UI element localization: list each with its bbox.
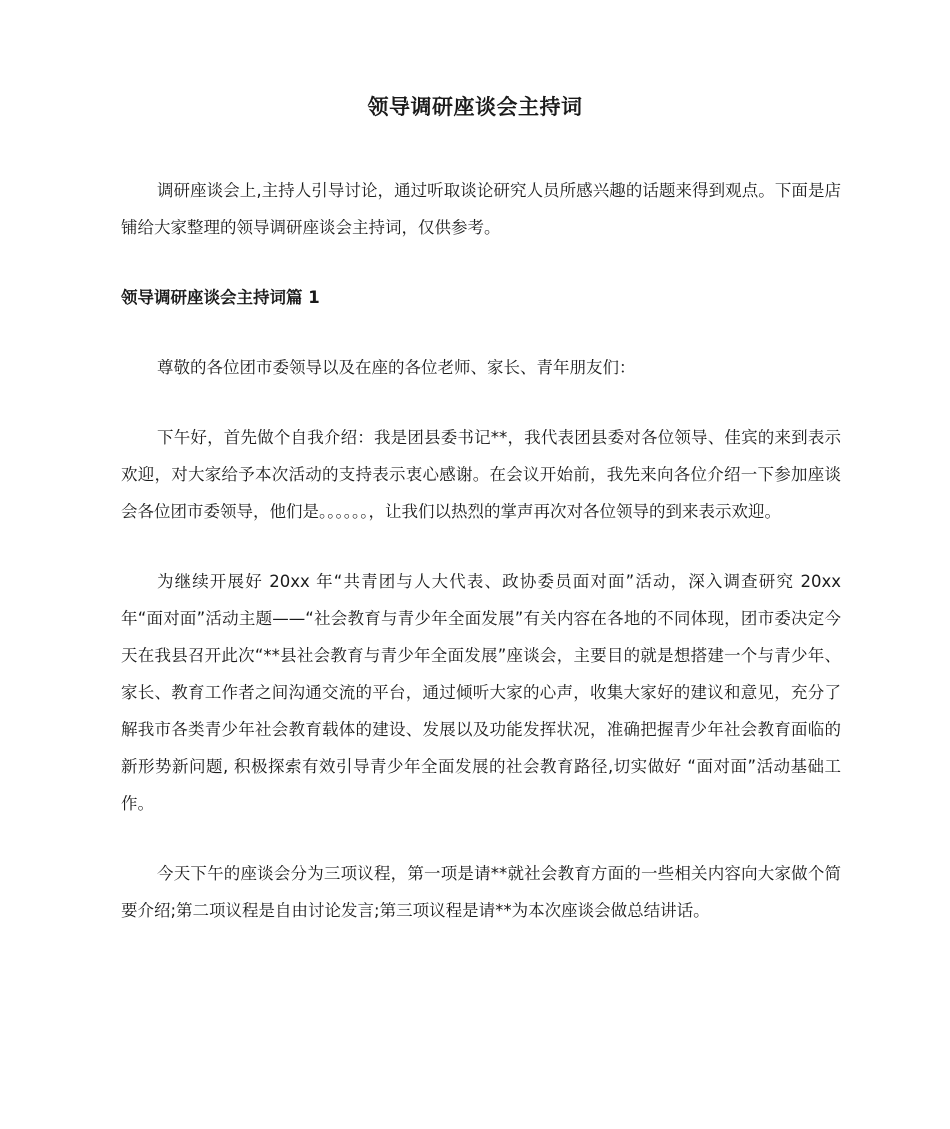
spacer [121,246,841,279]
spacer [121,822,841,855]
body-paragraph-2: 为继续开展好 20xx 年“共青团与人大代表、政协委员面对面”活动，深入调查研究 20xx 年“面对面”活动主题——“社会教育与青少年全面发展”有关内容在各地的不同体现，团市委决定今天在我县召开此次“**县社会教育与青少年全面发展”座谈会，主要目的就是想搭建一个与青少年、家长、教育工作者之间沟通交流的平台，通过倾听大家的心声，收集大家好的建议和意见，充分了解我市各类青少年社会教育载体的建设、发展以及功能发挥状况，准确把握青少年社会教育面临的新形势新问题, 积极探索有效引导青少年全面发展的社会教育路径,切实做好 “面对面”活动基础工作。 [121,572,841,813]
body-paragraph-1: 下午好，首先做个自我介绍：我是团县委书记**，我代表团县委对各位领导、佳宾的来到表示欢迎，对大家给予本次活动的支持表示衷心感谢。在会议开始前，我先来向各位介绍一下参加座谈会各位团市委领导，他们是。。。。。。，让我们以热烈的掌声再次对各位领导的到来表示欢迎。 [121,428,841,521]
intro-paragraph: 调研座谈会上,主持人引导讨论，通过听取谈论研究人员所感兴趣的话题来得到观点。下面是店铺给大家整理的领导调研座谈会主持词，仅供参考。 [121,181,841,237]
body-paragraph-3: 今天下午的座谈会分为三项议程，第一项是请**就社会教育方面的一些相关内容向大家做个简要介绍;第二项议程是自由讨论发言;第三项议程是请**为本次座谈会做总结讲话。 [121,864,841,920]
spacer [121,530,841,563]
greeting-paragraph: 尊敬的各位团市委领导以及在座的各位老师、家长、青年朋友们： [157,358,636,377]
spacer [121,386,841,419]
document-body [121,172,841,929]
spacer [121,316,841,349]
document-title: 领导调研座谈会主持词 [367,95,583,119]
section-heading: 领导调研座谈会主持词篇 1 [121,288,320,307]
